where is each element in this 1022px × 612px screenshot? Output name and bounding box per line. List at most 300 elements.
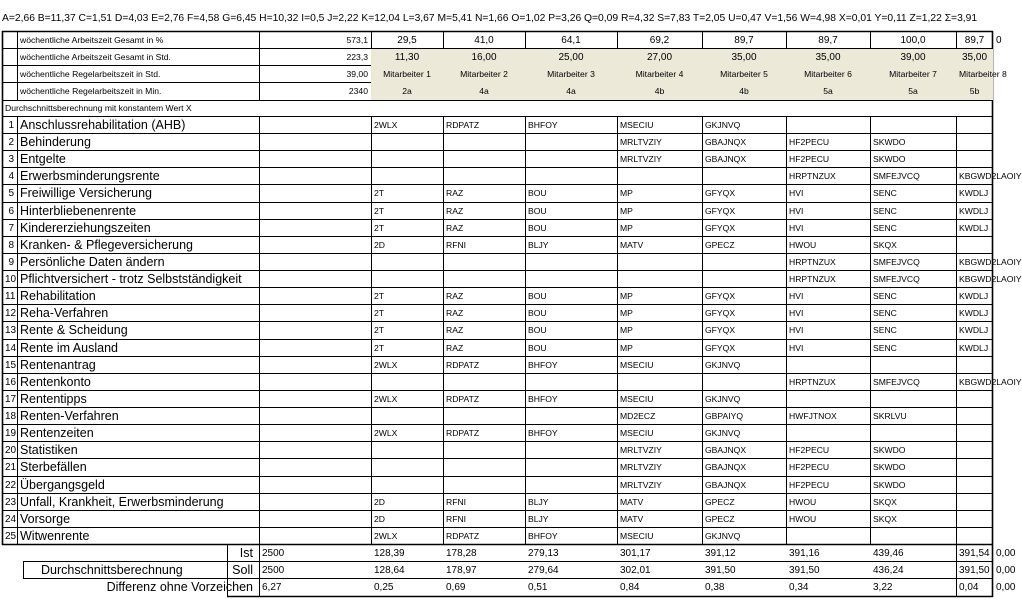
footer-value[interactable]: 391,50 xyxy=(789,565,820,576)
header-value[interactable]: 89,7 xyxy=(964,35,985,46)
footer-value[interactable]: 436,24 xyxy=(873,565,904,576)
topic-name[interactable]: Sterbefällen xyxy=(20,460,87,474)
topic-number[interactable]: 7 xyxy=(8,223,14,234)
code-cell[interactable]: SMFEJVCQ xyxy=(873,171,920,181)
code-cell[interactable] xyxy=(956,477,993,494)
code-cell[interactable] xyxy=(870,357,956,374)
footer-value[interactable]: 0,69 xyxy=(446,582,466,593)
code-cell[interactable] xyxy=(371,459,443,476)
code-cell[interactable]: MD2ECZ xyxy=(620,411,656,421)
code-cell[interactable]: KWDLJ xyxy=(959,291,989,301)
topic-number[interactable]: 2 xyxy=(8,137,14,148)
code-cell[interactable] xyxy=(371,168,443,185)
code-cell[interactable]: MATV xyxy=(620,514,644,524)
topic-name[interactable]: Rentenantrag xyxy=(20,358,96,372)
footer-value[interactable]: 301,17 xyxy=(620,548,651,559)
topic-name[interactable]: Anschlussrehabilitation (AHB) xyxy=(20,118,186,132)
code-cell[interactable]: HWFJTNOX xyxy=(789,411,837,421)
code-cell[interactable]: BHFOY xyxy=(528,360,558,370)
topic-number[interactable]: 5 xyxy=(8,188,14,199)
code-cell[interactable]: MSECIU xyxy=(620,394,654,404)
code-cell[interactable]: RDPATZ xyxy=(446,531,480,541)
code-cell[interactable] xyxy=(525,459,617,476)
code-cell[interactable]: SENC xyxy=(873,308,897,318)
topic-name[interactable]: Reha-Verfahren xyxy=(20,306,109,320)
footer-value[interactable]: 439,46 xyxy=(873,548,904,559)
code-cell[interactable] xyxy=(443,151,525,168)
code-cell[interactable]: HVI xyxy=(789,308,804,318)
code-cell[interactable]: HVI xyxy=(789,343,804,353)
header-value[interactable]: 41,0 xyxy=(474,35,494,46)
code-cell[interactable]: SKQX xyxy=(873,497,897,507)
code-cell[interactable]: RAZ xyxy=(446,188,464,198)
code-cell[interactable]: 2T xyxy=(374,343,385,353)
code-cell[interactable] xyxy=(525,134,617,151)
topic-number[interactable]: 11 xyxy=(5,291,16,302)
code-cell[interactable]: HRPTNZUX xyxy=(789,274,836,284)
code-cell[interactable]: SKRLVU xyxy=(873,411,907,421)
topic-name[interactable]: Übergangsgeld xyxy=(20,478,105,492)
topic-name[interactable]: Rententipps xyxy=(20,392,87,406)
code-cell[interactable]: BOU xyxy=(528,188,547,198)
code-cell[interactable]: SKWDO xyxy=(873,445,906,455)
code-cell[interactable]: GFYQX xyxy=(705,223,736,233)
code-cell[interactable]: RFNI xyxy=(446,497,467,507)
code-cell[interactable] xyxy=(956,391,993,408)
code-cell[interactable] xyxy=(786,528,870,545)
code-cell[interactable]: MRLTVZIY xyxy=(620,462,662,472)
code-cell[interactable] xyxy=(443,459,525,476)
footer-total[interactable]: 2500 xyxy=(262,548,285,559)
header-total[interactable]: 573,1 xyxy=(346,35,368,45)
code-cell[interactable] xyxy=(525,374,617,391)
code-cell[interactable]: GKJNVQ xyxy=(705,531,741,541)
code-cell[interactable]: 2T xyxy=(374,308,385,318)
code-cell[interactable]: MRLTVZIY xyxy=(620,154,662,164)
footer-value[interactable]: 0,00 xyxy=(996,548,1016,559)
code-cell[interactable]: MRLTVZIY xyxy=(620,137,662,147)
code-cell[interactable] xyxy=(525,408,617,425)
topic-number[interactable]: 13 xyxy=(5,325,17,336)
code-cell[interactable] xyxy=(525,477,617,494)
code-cell[interactable]: MP xyxy=(620,188,633,198)
header-value[interactable]: 5b xyxy=(956,83,993,100)
footer-value[interactable]: 178,28 xyxy=(446,548,477,559)
code-cell[interactable] xyxy=(870,117,956,134)
footer-value[interactable]: 128,39 xyxy=(374,548,405,559)
header-value[interactable]: Mitarbeiter 4 xyxy=(617,66,702,83)
code-cell[interactable] xyxy=(443,254,525,271)
header-value[interactable]: 16,00 xyxy=(443,49,525,66)
code-cell[interactable]: GKJNVQ xyxy=(705,428,741,438)
code-cell[interactable] xyxy=(525,254,617,271)
topic-name[interactable]: Statistiken xyxy=(20,443,78,457)
footer-value[interactable]: 391,12 xyxy=(705,548,736,559)
code-cell[interactable]: HVI xyxy=(789,188,804,198)
code-cell[interactable]: 2WLX xyxy=(374,428,398,438)
code-cell[interactable]: 2WLX xyxy=(374,394,398,404)
code-cell[interactable] xyxy=(956,134,993,151)
header-total[interactable]: 2340 xyxy=(348,86,368,96)
header-value[interactable]: 11,30 xyxy=(371,49,443,66)
code-cell[interactable] xyxy=(870,391,956,408)
code-cell[interactable]: 2D xyxy=(374,497,385,507)
code-cell[interactable] xyxy=(371,442,443,459)
header-label[interactable]: wöchentliche Regelarbeitszeit in Std. xyxy=(20,69,161,79)
code-cell[interactable]: 2T xyxy=(374,291,385,301)
code-cell[interactable]: MATV xyxy=(620,497,644,507)
code-cell[interactable]: MP xyxy=(620,206,633,216)
footer-total[interactable]: 6,27 xyxy=(262,582,282,593)
code-cell[interactable]: HRPTNZUX xyxy=(789,377,836,387)
code-cell[interactable]: GKJNVQ xyxy=(705,394,741,404)
code-cell[interactable]: KWDLJ xyxy=(959,188,989,198)
header-value[interactable]: 35,00 xyxy=(702,49,786,66)
code-cell[interactable] xyxy=(956,237,993,254)
footer-value[interactable]: 0,00 xyxy=(996,582,1016,593)
code-cell[interactable]: 2WLX xyxy=(374,531,398,541)
code-cell[interactable]: SMFEJVCQ xyxy=(873,257,920,267)
code-cell[interactable] xyxy=(617,168,702,185)
code-cell[interactable]: HWOU xyxy=(789,514,817,524)
code-cell[interactable]: MP xyxy=(620,291,633,301)
code-cell[interactable]: RAZ xyxy=(446,308,464,318)
code-cell[interactable]: RAZ xyxy=(446,223,464,233)
footer-value[interactable]: 391,54 xyxy=(959,548,990,559)
code-cell[interactable] xyxy=(956,425,993,442)
code-cell[interactable]: RFNI xyxy=(446,514,467,524)
code-cell[interactable]: SKQX xyxy=(873,514,897,524)
code-cell[interactable]: GBPAIYQ xyxy=(705,411,744,421)
code-cell[interactable]: GBAJNQX xyxy=(705,154,747,164)
header-value[interactable]: 5a xyxy=(786,83,870,100)
code-cell[interactable] xyxy=(956,511,993,528)
code-cell[interactable]: SMFEJVCQ xyxy=(873,274,920,284)
code-cell[interactable]: MSECIU xyxy=(620,428,654,438)
code-cell[interactable]: SKWDO xyxy=(873,480,906,490)
code-cell[interactable]: KWDLJ xyxy=(959,308,989,318)
code-cell[interactable]: GFYQX xyxy=(705,291,736,301)
topic-name[interactable]: Persönliche Daten ändern xyxy=(20,255,165,269)
code-cell[interactable]: GBAJNQX xyxy=(705,137,747,147)
code-cell[interactable] xyxy=(956,442,993,459)
header-label[interactable]: wöchentliche Regelarbeitszeit in Min. xyxy=(20,86,162,96)
code-cell[interactable]: BOU xyxy=(528,308,547,318)
header-value[interactable]: 100,0 xyxy=(900,35,926,46)
footer-value[interactable]: 3,22 xyxy=(873,582,893,593)
code-cell[interactable] xyxy=(617,271,702,288)
topic-number[interactable]: 17 xyxy=(5,394,17,405)
code-cell[interactable] xyxy=(956,528,993,545)
header-value[interactable]: 4b xyxy=(702,83,786,100)
code-cell[interactable]: BOU xyxy=(528,343,547,353)
code-cell[interactable]: MSECIU xyxy=(620,531,654,541)
header-value[interactable]: Mitarbeiter 8 xyxy=(956,66,993,83)
code-cell[interactable]: GFYQX xyxy=(705,206,736,216)
code-cell[interactable]: RAZ xyxy=(446,343,464,353)
topic-number[interactable]: 22 xyxy=(5,480,17,491)
footer-value[interactable]: 0,00 xyxy=(996,565,1016,576)
topic-name[interactable]: Rentenkonto xyxy=(20,375,91,389)
topic-name[interactable]: Rente im Ausland xyxy=(20,341,118,355)
code-cell[interactable]: GPECZ xyxy=(705,514,735,524)
code-cell[interactable]: KWDLJ xyxy=(959,325,989,335)
footer-value[interactable]: 128,64 xyxy=(374,565,405,576)
code-cell[interactable]: HVI xyxy=(789,206,804,216)
code-cell[interactable] xyxy=(443,374,525,391)
header-total[interactable]: 39,00 xyxy=(346,69,368,79)
header-value[interactable] xyxy=(993,66,999,83)
code-cell[interactable] xyxy=(786,425,870,442)
code-cell[interactable]: SENC xyxy=(873,291,897,301)
code-cell[interactable] xyxy=(956,151,993,168)
code-cell[interactable]: BLJY xyxy=(528,497,549,507)
code-cell[interactable]: HF2PECU xyxy=(789,462,830,472)
code-cell[interactable]: HF2PECU xyxy=(789,480,830,490)
topic-name[interactable]: Rentenzeiten xyxy=(20,426,94,440)
topic-name[interactable]: Erwerbsminderungsrente xyxy=(20,169,160,183)
code-cell[interactable]: 2T xyxy=(374,188,385,198)
code-cell[interactable] xyxy=(525,168,617,185)
code-cell[interactable]: MSECIU xyxy=(620,120,654,130)
code-cell[interactable] xyxy=(786,391,870,408)
header-value[interactable]: Mitarbeiter 1 xyxy=(371,66,443,83)
code-cell[interactable]: 2T xyxy=(374,223,385,233)
topic-name[interactable]: Pflichtversichert - trotz Selbstständigkeit xyxy=(20,272,242,286)
topic-name[interactable]: Kindererziehungszeiten xyxy=(20,221,151,235)
code-cell[interactable] xyxy=(702,254,786,271)
code-cell[interactable] xyxy=(371,374,443,391)
code-cell[interactable] xyxy=(371,408,443,425)
code-cell[interactable] xyxy=(617,374,702,391)
code-cell[interactable]: BOU xyxy=(528,325,547,335)
header-total[interactable]: 223,3 xyxy=(346,52,368,62)
code-cell[interactable] xyxy=(371,134,443,151)
code-cell[interactable]: HF2PECU xyxy=(789,137,830,147)
code-cell[interactable]: MP xyxy=(620,223,633,233)
header-value[interactable]: 39,00 xyxy=(870,49,956,66)
code-cell[interactable]: GBAJNQX xyxy=(705,445,747,455)
code-cell[interactable] xyxy=(956,494,993,511)
topic-number[interactable]: 8 xyxy=(8,240,14,251)
code-cell[interactable]: SENC xyxy=(873,325,897,335)
code-cell[interactable]: BHFOY xyxy=(528,531,558,541)
topic-number[interactable]: 14 xyxy=(5,343,17,354)
code-cell[interactable]: BHFOY xyxy=(528,394,558,404)
code-cell[interactable]: GFYQX xyxy=(705,188,736,198)
code-cell[interactable] xyxy=(702,271,786,288)
footer-value[interactable]: 279,13 xyxy=(528,548,559,559)
code-cell[interactable]: SENC xyxy=(873,206,897,216)
code-cell[interactable]: SENC xyxy=(873,343,897,353)
code-cell[interactable]: MATV xyxy=(620,240,644,250)
code-cell[interactable]: GFYQX xyxy=(705,308,736,318)
header-value[interactable]: 0 xyxy=(996,35,1002,46)
code-cell[interactable] xyxy=(956,408,993,425)
header-value[interactable]: 25,00 xyxy=(525,49,617,66)
header-value[interactable]: 89,7 xyxy=(734,35,754,46)
code-cell[interactable] xyxy=(956,357,993,374)
footer-value[interactable]: 0,84 xyxy=(620,582,640,593)
code-cell[interactable]: 2T xyxy=(374,206,385,216)
topic-number[interactable]: 1 xyxy=(8,120,14,131)
header-value[interactable]: Mitarbeiter 7 xyxy=(870,66,956,83)
code-cell[interactable]: SENC xyxy=(873,188,897,198)
code-cell[interactable]: KBGWD2LAOIY xyxy=(959,257,1022,267)
code-cell[interactable]: HVI xyxy=(789,291,804,301)
topic-number[interactable]: 23 xyxy=(5,497,17,508)
code-cell[interactable]: HWOU xyxy=(789,240,817,250)
code-cell[interactable]: HRPTNZUX xyxy=(789,257,836,267)
code-cell[interactable] xyxy=(371,151,443,168)
formula-top-line[interactable]: A=2,66 B=11,37 C=1,51 D=4,03 E=2,76 F=4,58 G=6,45 H=10,32 I=0,5 J=2,22 K=12,04 L=3,67 M=5,41 N=1,66 O=1,02 P=3,26 Q=0,09 R=4,32 S=7,83 T=2,05 U=0,47 V=1,56 W=4,98 X=0,01 Y=0,11 Z=1,22 Σ=3,91 xyxy=(2,13,978,24)
code-cell[interactable]: MP xyxy=(620,325,633,335)
code-cell[interactable] xyxy=(443,271,525,288)
code-cell[interactable]: GFYQX xyxy=(705,343,736,353)
code-cell[interactable]: HWOU xyxy=(789,497,817,507)
topic-number[interactable]: 18 xyxy=(5,411,17,422)
code-cell[interactable]: RAZ xyxy=(446,291,464,301)
code-cell[interactable]: MP xyxy=(620,343,633,353)
topic-number[interactable]: 25 xyxy=(5,531,17,542)
footer-value[interactable]: 302,01 xyxy=(620,565,651,576)
header-value[interactable]: 35,00 xyxy=(786,49,870,66)
header-value[interactable]: 64,1 xyxy=(561,35,581,46)
header-value[interactable]: 27,00 xyxy=(617,49,702,66)
code-cell[interactable] xyxy=(371,271,443,288)
header-value[interactable]: Mitarbeiter 2 xyxy=(443,66,525,83)
code-cell[interactable] xyxy=(525,151,617,168)
code-cell[interactable]: SKWDO xyxy=(873,154,906,164)
topic-name[interactable]: Hinterbliebenenrente xyxy=(20,204,137,218)
topic-name[interactable]: Entgelte xyxy=(20,152,66,166)
code-cell[interactable] xyxy=(525,442,617,459)
topic-name[interactable]: Vorsorge xyxy=(20,512,71,526)
footer-value[interactable]: 391,50 xyxy=(705,565,736,576)
code-cell[interactable]: BOU xyxy=(528,291,547,301)
header-value[interactable]: Mitarbeiter 6 xyxy=(786,66,870,83)
code-cell[interactable]: GBAJNQX xyxy=(705,462,747,472)
code-cell[interactable]: RAZ xyxy=(446,206,464,216)
code-cell[interactable] xyxy=(702,168,786,185)
code-cell[interactable]: GBAJNQX xyxy=(705,480,747,490)
header-label[interactable]: wöchentliche Arbeitszeit Gesamt in % xyxy=(20,35,164,45)
code-cell[interactable]: GPECZ xyxy=(705,497,735,507)
code-cell[interactable]: RFNI xyxy=(446,240,467,250)
code-cell[interactable]: HF2PECU xyxy=(789,445,830,455)
code-cell[interactable]: BOU xyxy=(528,206,547,216)
topic-name[interactable]: Unfall, Krankheit, Erwerbsminderung xyxy=(20,495,224,509)
footer-value[interactable]: 0,51 xyxy=(528,582,548,593)
topic-number[interactable]: 21 xyxy=(5,462,17,473)
code-cell[interactable] xyxy=(443,408,525,425)
code-cell[interactable] xyxy=(786,357,870,374)
code-cell[interactable]: 2T xyxy=(374,325,385,335)
footer-value[interactable]: 178,97 xyxy=(446,565,477,576)
topic-name[interactable]: Witwenrente xyxy=(20,529,90,543)
code-cell[interactable]: GKJNVQ xyxy=(705,120,741,130)
code-cell[interactable]: RDPATZ xyxy=(446,120,480,130)
header-value[interactable] xyxy=(993,49,999,66)
code-cell[interactable] xyxy=(371,477,443,494)
code-cell[interactable]: SKWDO xyxy=(873,137,906,147)
topic-name[interactable]: Rente & Scheidung xyxy=(20,323,128,337)
topic-number[interactable]: 4 xyxy=(8,171,14,182)
header-value[interactable]: 35,00 xyxy=(956,49,993,66)
code-cell[interactable]: HF2PECU xyxy=(789,154,830,164)
code-cell[interactable]: SMFEJVCQ xyxy=(873,377,920,387)
code-cell[interactable] xyxy=(525,271,617,288)
code-cell[interactable] xyxy=(870,528,956,545)
code-cell[interactable]: KWDLJ xyxy=(959,343,989,353)
topic-number[interactable]: 15 xyxy=(5,360,17,371)
header-value[interactable]: 4b xyxy=(617,83,702,100)
code-cell[interactable] xyxy=(443,134,525,151)
code-cell[interactable]: MSECIU xyxy=(620,360,654,370)
code-cell[interactable]: KBGWD2LAOIY xyxy=(959,377,1022,387)
header-value[interactable]: 2a xyxy=(371,83,443,100)
header-label[interactable]: wöchentliche Arbeitszeit Gesamt in Std. xyxy=(20,52,171,62)
header-value[interactable]: 4a xyxy=(525,83,617,100)
code-cell[interactable] xyxy=(443,168,525,185)
code-cell[interactable]: SKQX xyxy=(873,240,897,250)
code-cell[interactable]: BLJY xyxy=(528,514,549,524)
code-cell[interactable]: RDPATZ xyxy=(446,360,480,370)
footer-value[interactable]: 0,34 xyxy=(789,582,809,593)
code-cell[interactable]: HVI xyxy=(789,223,804,233)
footer-value[interactable]: 391,16 xyxy=(789,548,820,559)
code-cell[interactable]: BHFOY xyxy=(528,120,558,130)
code-cell[interactable] xyxy=(617,254,702,271)
footer-total[interactable]: 2500 xyxy=(262,565,285,576)
code-cell[interactable] xyxy=(956,117,993,134)
header-value[interactable]: 89,7 xyxy=(818,35,838,46)
topic-name[interactable]: Rehabilitation xyxy=(20,289,96,303)
footer-value[interactable]: 0,25 xyxy=(374,582,394,593)
code-cell[interactable]: GPECZ xyxy=(705,240,735,250)
code-cell[interactable]: KWDLJ xyxy=(959,206,989,216)
code-cell[interactable]: BLJY xyxy=(528,240,549,250)
code-cell[interactable]: MRLTVZIY xyxy=(620,445,662,455)
header-value[interactable]: 69,2 xyxy=(649,35,670,46)
code-cell[interactable]: KBGWD2LAOIY xyxy=(959,171,1022,181)
footer-value[interactable]: 0,38 xyxy=(705,582,725,593)
code-cell[interactable] xyxy=(702,374,786,391)
footer-value[interactable]: 0,04 xyxy=(959,582,979,593)
topic-number[interactable]: 19 xyxy=(5,428,17,439)
topic-number[interactable]: 20 xyxy=(5,445,17,456)
code-cell[interactable]: HVI xyxy=(789,325,804,335)
topic-number[interactable]: 6 xyxy=(8,206,14,217)
topic-number[interactable]: 9 xyxy=(8,257,14,268)
topic-number[interactable]: 10 xyxy=(5,274,17,285)
code-cell[interactable]: SENC xyxy=(873,223,897,233)
header-value[interactable]: Mitarbeiter 3 xyxy=(525,66,617,83)
topic-name[interactable]: Behinderung xyxy=(20,135,91,149)
code-cell[interactable]: MRLTVZIY xyxy=(620,480,662,490)
header-value[interactable]: 4a xyxy=(443,83,525,100)
code-cell[interactable]: HRPTNZUX xyxy=(789,171,836,181)
code-cell[interactable]: KWDLJ xyxy=(959,223,989,233)
section-label[interactable]: Durchschnittsberechnung mit konstantem Wert X xyxy=(5,103,192,113)
code-cell[interactable]: 2WLX xyxy=(374,360,398,370)
footer-value[interactable]: 279,64 xyxy=(528,565,559,576)
code-cell[interactable]: 2D xyxy=(374,240,385,250)
topic-number[interactable]: 16 xyxy=(5,377,17,388)
header-value[interactable] xyxy=(993,83,999,100)
code-cell[interactable]: GKJNVQ xyxy=(705,360,741,370)
code-cell[interactable]: RDPATZ xyxy=(446,428,480,438)
